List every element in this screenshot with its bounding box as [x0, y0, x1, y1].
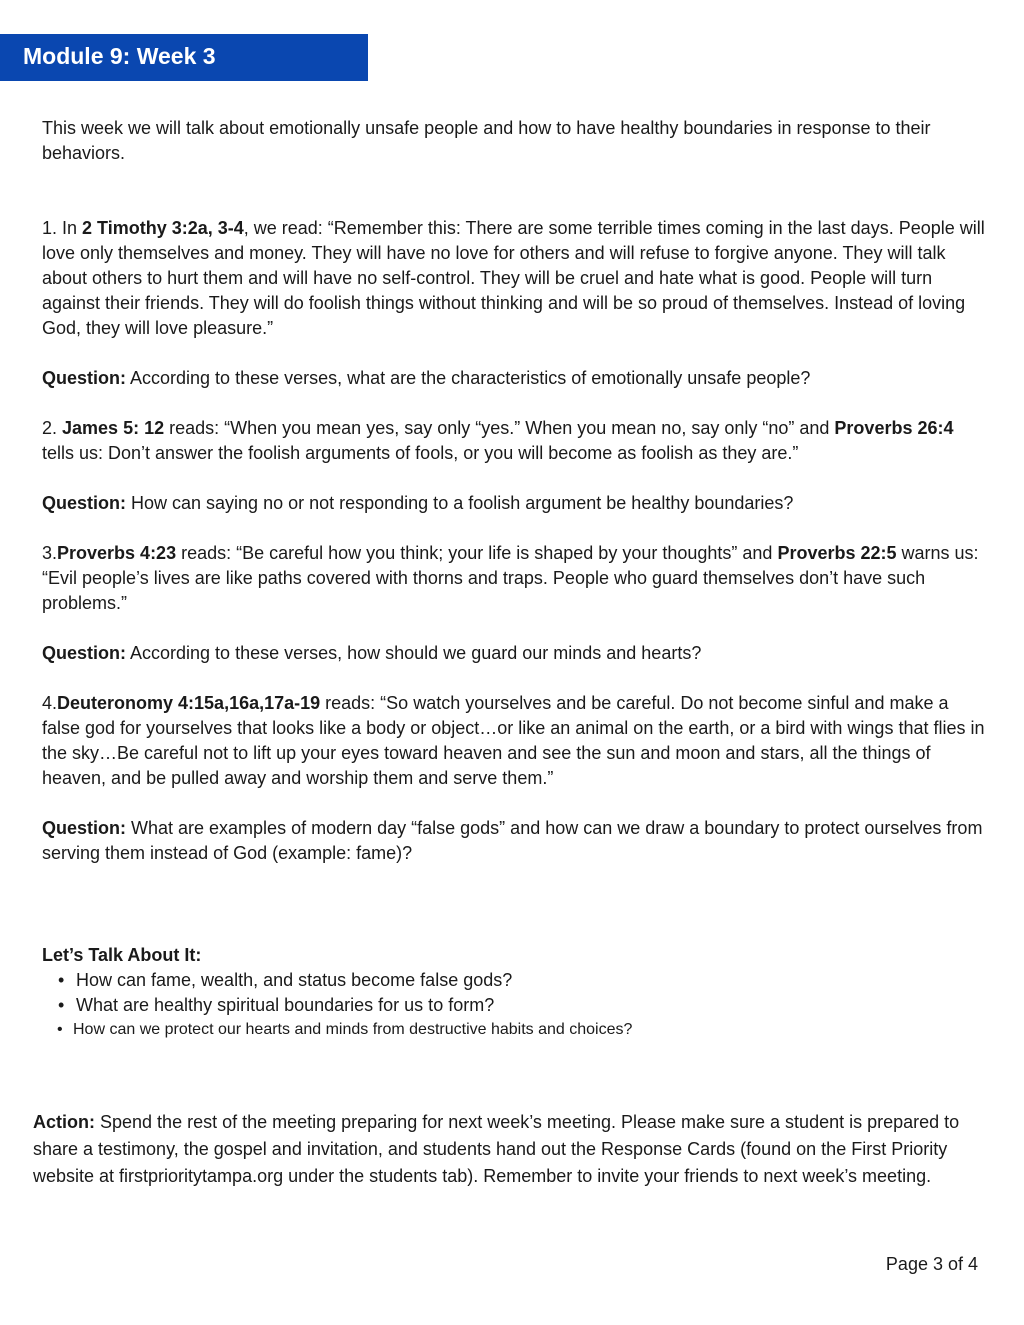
item-number: 2. — [42, 418, 63, 438]
lets-talk-heading-text: Let’s Talk About It: — [42, 945, 202, 965]
page-title: Module 9: Week 3 — [23, 43, 216, 69]
scripture-text: reads: “So watch yourselves and be careful. Do not become sinful and make a false god for yourselves that looks like a body or object…or like an animal on the earth, or a bird with wings that flies in the sky…Be careful not to lift up your eyes toward heaven and see the sun and moon and stars, all the things of heaven, and be pulled away and worship them and serve them.” — [42, 693, 985, 788]
intro-paragraph: This week we will talk about emotionally unsafe people and how to have healthy boundaries in response to their behaviors. — [42, 118, 931, 163]
question-text: How can saying no or not responding to a foolish argument be healthy boundaries? — [126, 493, 794, 513]
bullet-icon: • — [58, 970, 65, 990]
question-text: According to these verses, what are the characteristics of emotionally unsafe people? — [126, 368, 811, 388]
scripture-text: , we read: “Remember this: There are some terrible times coming in the last days. People will love only themselves and money. They will have no love for others and will refuse to forgive anyone. They will talk about others to hurt them and will have no self-control. They will be cruel and hate what is good. People will turn against their friends. They will do foolish things without thinking and will be so proud of themselves. Instead of loving God, they will love pleasure.” — [42, 218, 985, 338]
question-label: Question: — [42, 818, 126, 838]
item-number: 3. — [42, 543, 58, 563]
lets-talk-heading — [42, 943, 982, 968]
question-2 — [42, 491, 987, 516]
scripture-paragraph-3 — [42, 541, 987, 616]
list-item-text: How can we protect our hearts and minds from destructive habits and choices? — [73, 1021, 633, 1038]
action-section — [33, 1109, 993, 1190]
question-label: Question: — [42, 493, 126, 513]
scripture-reference-2: Proverbs 26:4 — [834, 418, 954, 438]
page-number: Page 3 of 4 — [885, 1254, 978, 1274]
question-label: Question: — [42, 368, 126, 388]
discussion-list — [42, 968, 982, 1042]
question-label: Question: — [42, 643, 126, 663]
action-label: Action: — [33, 1112, 95, 1132]
question-4 — [42, 816, 987, 866]
scripture-text-2: tells us: Don’t answer the foolish arguments of fools, or you will become as foolish as they are.” — [42, 443, 799, 463]
main-content — [42, 116, 987, 866]
lets-talk-section — [42, 943, 982, 1042]
list-item-text: What are healthy spiritual boundaries for us to form? — [76, 995, 495, 1015]
question-3 — [42, 641, 987, 666]
scripture-reference: 2 Timothy 3:2a, 3-4 — [82, 218, 244, 238]
scripture-text: reads: “Be careful how you think; your life is shaped by your thoughts” and — [176, 543, 778, 563]
question-text: What are examples of modern day “false gods” and how can we draw a boundary to protect ourselves from serving them instead of God (example: fame)? — [42, 818, 983, 863]
scripture-text-2: warns us: “Evil people’s lives are like paths covered with thorns and traps. People who guard themselves don’t have such problems.” — [42, 543, 979, 613]
action-text: Spend the rest of the meeting preparing for next week’s meeting. Please make sure a student is prepared to share a testimony, the gospel and invitation, and students hand out the Response Cards (found on the First Priority website at firstprioritytampa.org under the students tab). Remember to invite your friends to next week’s meeting. — [33, 1112, 960, 1186]
bullet-icon: • — [58, 995, 65, 1015]
scripture-paragraph-2 — [42, 416, 987, 466]
scripture-reference: James 5: 12 — [62, 418, 165, 438]
scripture-text: reads: “When you mean yes, say only “yes.” When you mean no, say only “no” and — [164, 418, 835, 438]
list-item-text: How can fame, wealth, and status become false gods? — [76, 970, 513, 990]
question-1 — [42, 366, 987, 391]
scripture-paragraph-4 — [42, 691, 987, 791]
scripture-reference: Proverbs 4:23 — [57, 543, 177, 563]
item-number: 1. In — [42, 218, 83, 238]
scripture-reference: Deuteronomy 4:15a,16a,17a-19 — [57, 693, 321, 713]
item-number: 4. — [42, 693, 58, 713]
scripture-reference-2: Proverbs 22:5 — [777, 543, 897, 563]
list-item — [42, 993, 982, 1018]
question-text: According to these verses, how should we guard our minds and hearts? — [126, 643, 702, 663]
list-item — [42, 1018, 982, 1042]
list-item — [42, 968, 982, 993]
bullet-icon: • — [57, 1021, 63, 1038]
scripture-paragraph-1 — [42, 216, 987, 341]
action-paragraph — [33, 1109, 993, 1190]
module-header-bar — [0, 34, 368, 81]
